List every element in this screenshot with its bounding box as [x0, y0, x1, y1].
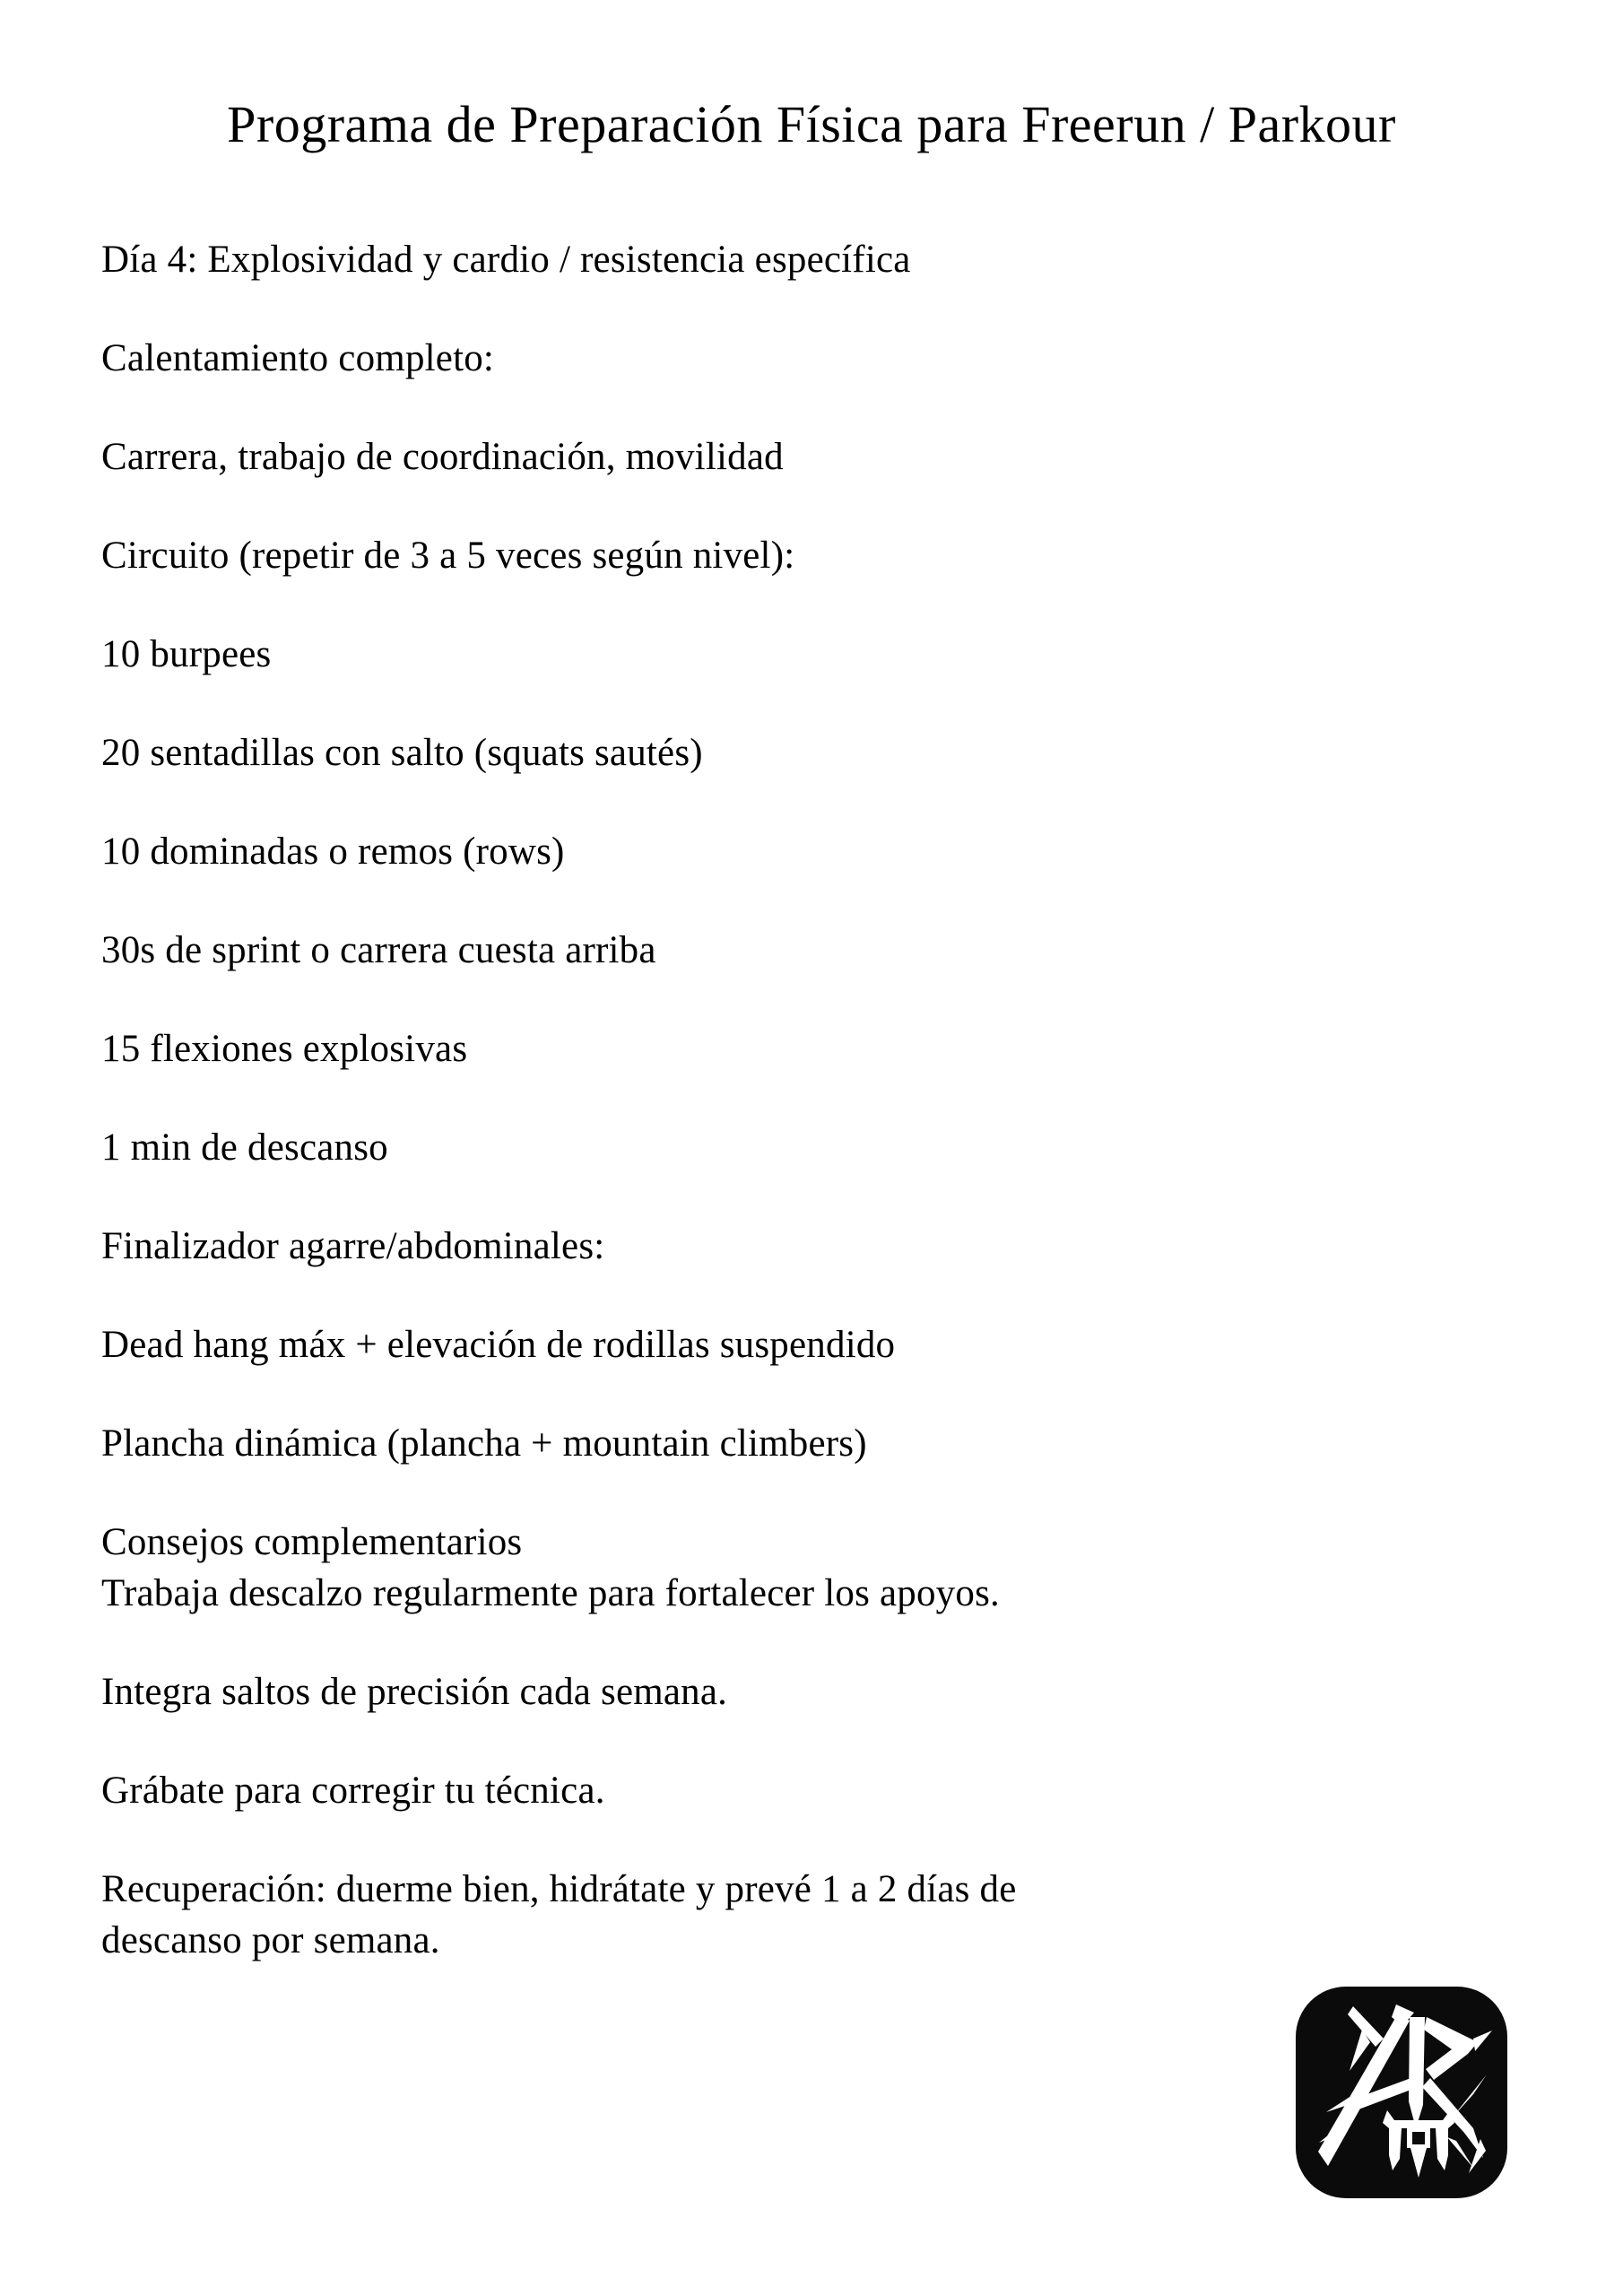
text-line: Carrera, trabajo de coordinación, movilidad [101, 436, 784, 478]
text-line: 10 dominadas o remos (rows) [101, 831, 565, 873]
text-line: Calentamiento completo: [101, 337, 495, 379]
ar-logo [1294, 1985, 1509, 2200]
document-body [0, 234, 1623, 1966]
text-line: Día 4: Explosividad y cardio / resistencia específica [101, 239, 911, 281]
text-line: 1 min de descanso [101, 1126, 388, 1169]
text-line: 30s de sprint o carrera cuesta arriba [101, 929, 656, 971]
text-line: Plancha dinámica (plancha + mountain climbers) [101, 1422, 867, 1465]
text-line: descanso por semana. [101, 1919, 440, 1961]
text-line: Recuperación: duerme bien, hidrátate y prevé 1 a 2 días de [101, 1868, 1017, 1910]
text-line: Integra saltos de precisión cada semana. [101, 1671, 728, 1713]
text-line: Trabaja descalzo regularmente para fortalecer los apoyos. [101, 1572, 1000, 1614]
text-line: Circuito (repetir de 3 a 5 veces según nivel): [101, 535, 795, 577]
text-line: Grábate para corregir tu técnica. [101, 1770, 605, 1812]
ar-monogram-logo-icon [1294, 1985, 1509, 2200]
text-line: Consejos complementarios [101, 1521, 523, 1563]
text-line: Dead hang máx + elevación de rodillas suspendido [101, 1324, 896, 1366]
page-title: Programa de Preparación Física para Freerun / Parkour [227, 95, 1396, 153]
text-line: 20 sentadillas con salto (squats sautés) [101, 732, 703, 774]
text-line: 15 flexiones explosivas [101, 1028, 468, 1070]
text-line: Finalizador agarre/abdominales: [101, 1225, 605, 1267]
text-line: 10 burpees [101, 633, 272, 675]
